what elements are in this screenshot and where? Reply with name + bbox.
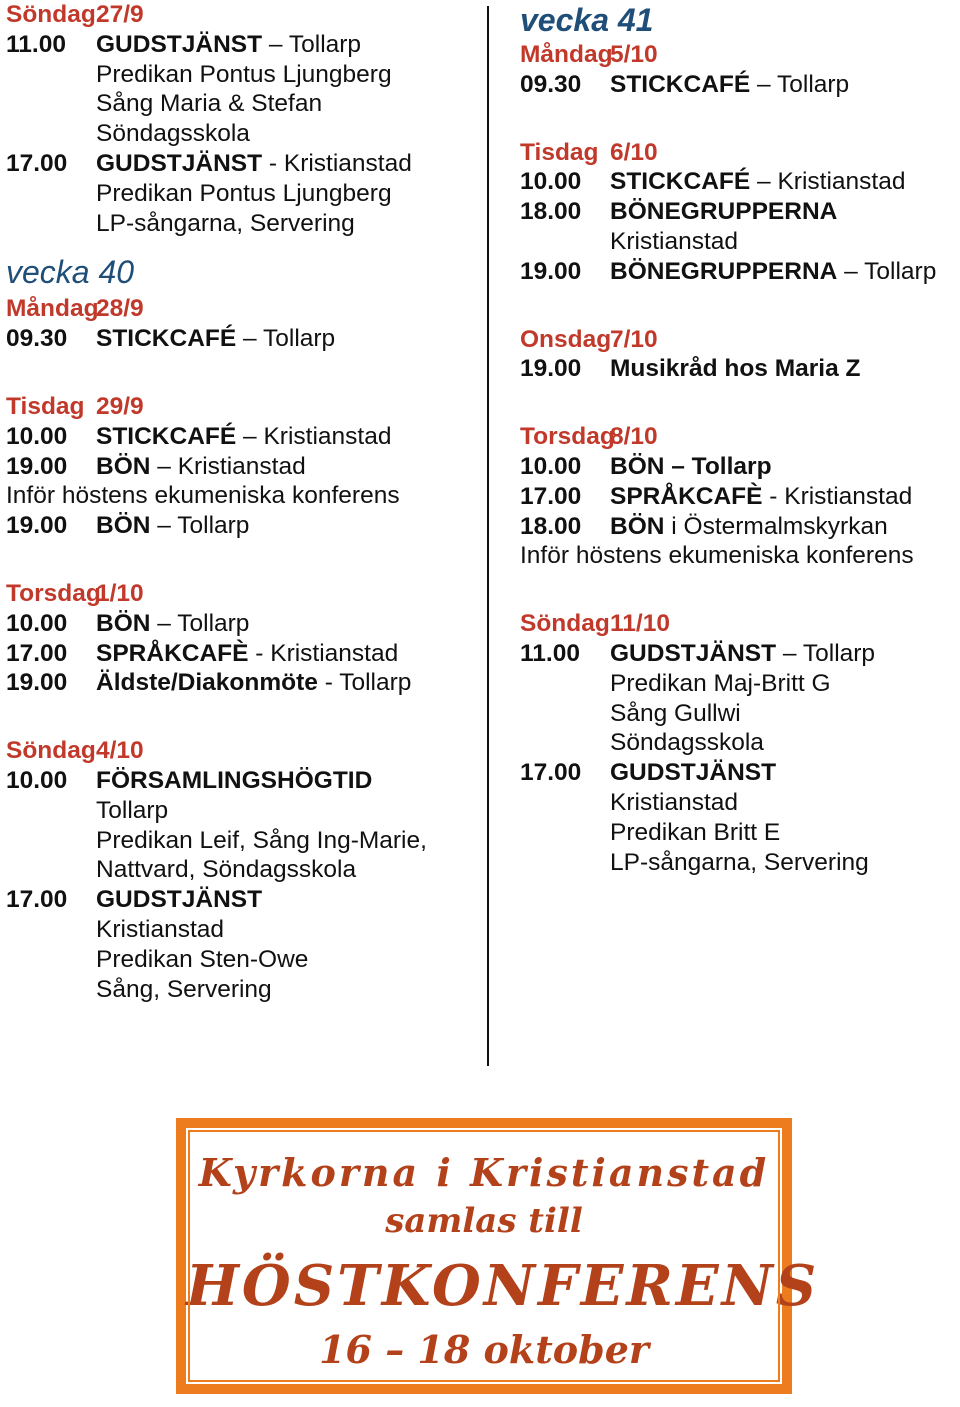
day-heading: Tisdag 6/10: [520, 138, 658, 166]
left-column: [6, 0, 476, 1004]
day-heading: Tisdag 29/9: [6, 392, 144, 420]
schedule-line: Inför höstens ekumeniska konferens: [520, 542, 914, 570]
schedule-line: Predikan Pontus Ljungberg: [96, 179, 392, 207]
schedule-line: 19.00 BÖNEGRUPPERNA – Tollarp: [520, 257, 937, 285]
schedule-line: 17.00 GUDSTJÄNST - Kristianstad: [6, 149, 412, 177]
day-heading: Torsdag1/10: [6, 579, 144, 607]
day-heading: Torsdag8/10: [520, 423, 658, 451]
week-heading: vecka 40: [6, 254, 135, 291]
spacer: [520, 100, 960, 138]
schedule-line: 19.00 Musikråd hos Maria Z: [520, 355, 861, 383]
schedule-line: Sång Gullwi: [610, 699, 741, 727]
spacer: [6, 541, 476, 579]
banner-line: Kyrkorna i Kristianstad: [198, 1150, 770, 1195]
schedule-line: Tollarp: [96, 796, 169, 824]
schedule-line: 11.00 GUDSTJÄNST – Tollarp: [520, 639, 876, 667]
schedule-line: 19.00 BÖN – Kristianstad: [6, 452, 306, 480]
schedule-line: 17.00 SPRÅKCAFÈ - Kristianstad: [6, 639, 399, 667]
banner-line: samlas till: [385, 1201, 583, 1241]
schedule-line: 17.00 SPRÅKCAFÈ - Kristianstad: [520, 482, 913, 510]
schedule-line: Predikan Sten-Owe: [96, 945, 309, 973]
schedule-line: Söndagsskola: [610, 729, 764, 757]
schedule-line: 17.00 GUDSTJÄNST: [520, 759, 777, 787]
schedule-line: 10.00 FÖRSAMLINGSHÖGTID: [6, 766, 373, 794]
schedule-line: 19.00 BÖN – Tollarp: [6, 512, 250, 540]
schedule-line: 18.00 BÖNEGRUPPERNA: [520, 198, 838, 226]
banner-title: HÖSTKONFERENS: [186, 1253, 820, 1319]
day-heading: Onsdag7/10: [520, 325, 658, 353]
schedule-line: Predikan Britt E: [610, 818, 781, 846]
schedule-line: Kristianstad: [610, 788, 739, 816]
schedule-line: Kristianstad: [610, 227, 739, 255]
day-heading: Söndag27/9: [6, 1, 144, 28]
schedule-line: 10.00 BÖN – Tollarp: [520, 452, 772, 480]
schedule-line: 09.30 STICKCAFÉ – Tollarp: [520, 70, 850, 98]
schedule-line: 10.00 BÖN – Tollarp: [6, 609, 250, 637]
schedule-line: Kristianstad: [96, 915, 225, 943]
banner-dates: 16 – 18 oktober: [319, 1327, 649, 1372]
right-column: [520, 0, 960, 877]
schedule-line: LP-sångarna, Servering: [96, 209, 355, 237]
week-heading: vecka 41: [520, 2, 654, 38]
schedule-line: 19.00 Äldste/Diakonmöte - Tollarp: [6, 669, 412, 697]
schedule-line: Inför höstens ekumeniska konferens: [6, 482, 400, 510]
schedule-line: 11.00 GUDSTJÄNST – Tollarp: [6, 30, 362, 58]
schedule-line: 10.00 STICKCAFÉ – Kristianstad: [520, 168, 906, 196]
schedule-line: Predikan Pontus Ljungberg: [96, 60, 392, 88]
schedule-line: 18.00 BÖN i Östermalmskyrkan: [520, 512, 888, 540]
day-heading: Söndag4/10: [6, 737, 144, 765]
schedule-line: Nattvard, Söndagsskola: [96, 856, 357, 884]
schedule-line: Predikan Leif, Sång Ing-Marie,: [96, 826, 427, 854]
spacer: [520, 384, 960, 422]
schedule-line: 10.00 STICKCAFÉ – Kristianstad: [6, 422, 392, 450]
schedule-line: LP-sångarna, Servering: [610, 848, 869, 876]
column-divider: [487, 6, 489, 1066]
day-heading: Måndag28/9: [6, 295, 144, 323]
spacer: [520, 287, 960, 325]
schedule-line: 17.00 GUDSTJÄNST: [6, 886, 263, 914]
spacer: [6, 354, 476, 392]
schedule-line: Predikan Maj-Britt G: [610, 669, 831, 697]
spacer: [520, 571, 960, 609]
schedule-line: Sång Maria & Stefan: [96, 90, 323, 118]
day-heading: Söndag11/10: [520, 610, 670, 638]
schedule-line: Söndagsskola: [96, 120, 250, 148]
day-heading: Måndag5/10: [520, 41, 658, 68]
conference-banner: [176, 1118, 820, 1394]
spacer: [6, 698, 476, 736]
schedule-line: 09.30 STICKCAFÉ – Tollarp: [6, 325, 336, 353]
schedule-line: Sång, Servering: [96, 975, 272, 1003]
